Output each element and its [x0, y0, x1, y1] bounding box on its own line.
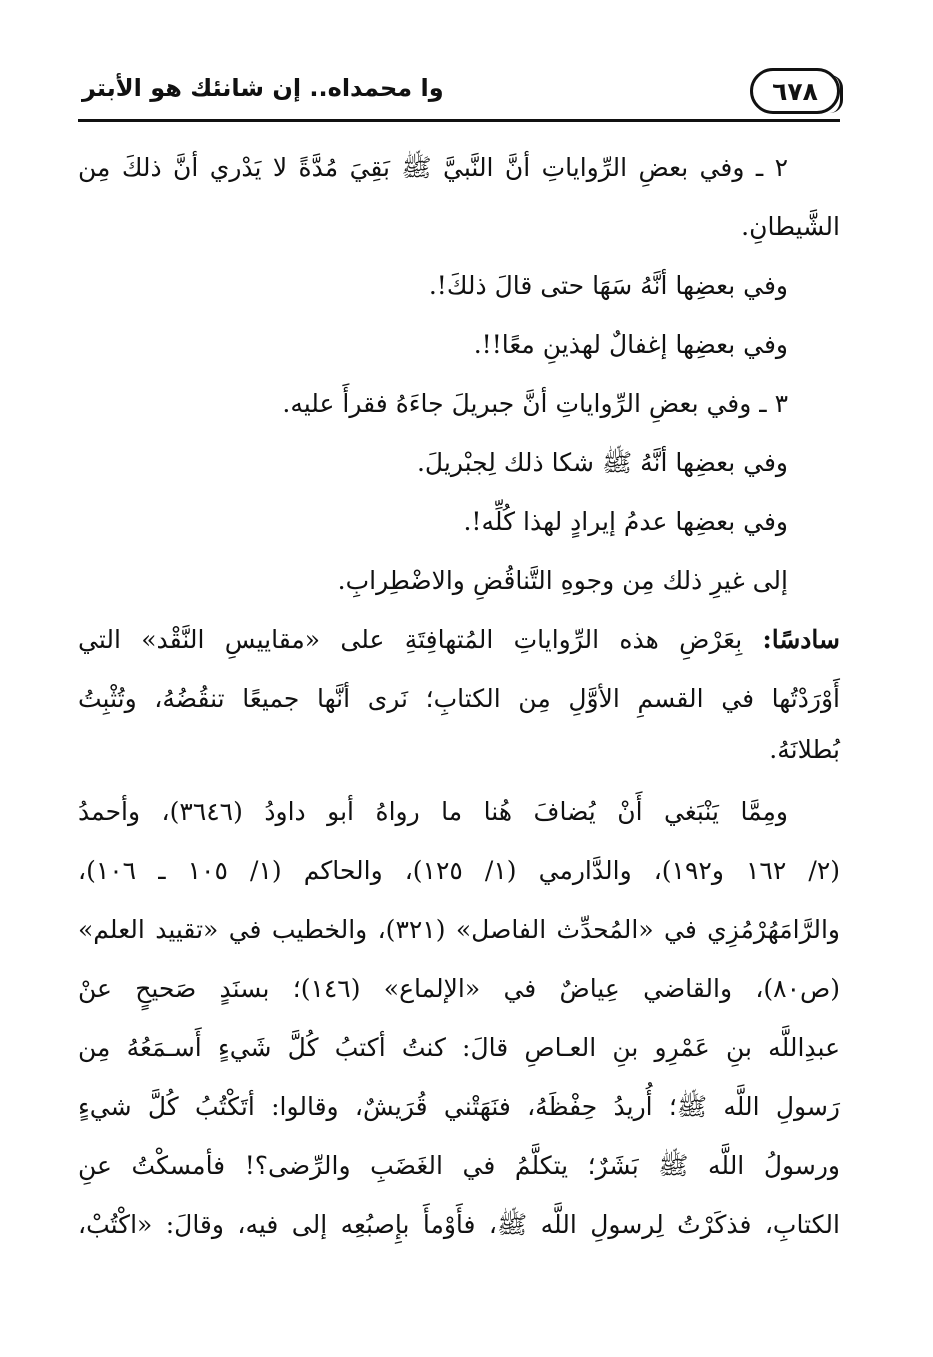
text-line: ورسولُ اللَّه ﷺ بَشَرٌ؛ يتكلَّمُ في الغَضَبِ والرِّضى؟! فأمسكْتُ عنِ: [78, 1151, 840, 1180]
page-number-badge: [750, 68, 840, 114]
page-number: ٦٧٨: [772, 76, 818, 106]
text-line: بُطلانَهُ.: [769, 735, 840, 764]
text-line: وفي بعضِها أنَّهُ سَهَا حتى قالَ ذلكَ!.: [428, 271, 788, 300]
text-line: (ص٨٠)، والقاضي عِياضٌ في «الإلماع» (١٤٦)؛ بسنَدٍ صَحيحٍ عنْ: [78, 974, 840, 1003]
text-line: الشَّيطانِ.: [741, 212, 840, 241]
text-line: الكتابِ، فذكَرْتُ لِرسولِ اللَّه ﷺ، فأَوْمأَ بإِصبُعِه إلى فيه، وقالَ: «اكْتُبْ،: [78, 1210, 840, 1239]
page-body: [78, 138, 840, 1254]
text-span: بِعَرْضِ هذه الرِّواياتِ المُتهافِتَةِ على «مقاييسِ النَّقْد» التي: [78, 625, 743, 654]
text-line: عبدِاللَّه بنِ عَمْرِو بنِ العـاصِ قالَ: كنتُ أكتبُ كُلَّ شَيءٍ أَسـمَعُهُ مِن: [78, 1033, 840, 1062]
text-line: أَوْرَدْتُها في القسمِ الأوَّلِ مِن الكتابِ؛ نَرى أنَّها جميعًا تنقُضُهُ، وتُثْبِتُ: [78, 684, 840, 713]
text-line: وفي بعضِها أنَّهُ ﷺ شكا ذلك لِجبْريلَ.: [416, 448, 788, 477]
text-line: وفي بعضِها إغفالٌ لهذينِ معًا!!.: [473, 330, 788, 359]
paragraph-gap: [78, 772, 840, 782]
text-line: ٢ ـ وفي بعضِ الرِّواياتِ أنَّ النَّبيَّ ﷺ بَقِيَ مُدَّةً لا يَدْري أنَّ ذلكَ مِن: [78, 153, 788, 182]
running-title: وا محمداه.. إن شانئك هو الأبتر: [82, 74, 444, 102]
page-header: [78, 60, 840, 122]
text-line: والرَّامَهُرْمُزِي في «المُحدِّث الفاصل» (٣٢١)، والخطيب في «تقييد العلم»: [78, 915, 841, 944]
text-line: (٢/ ١٦٢ و١٩٢)، والدَّارمي (١/ ١٢٥)، والحاكم (١/ ١٠٥ ـ ١٠٦)،: [78, 856, 841, 885]
text-line: إلى غيرِ ذلك مِن وجوهِ التَّناقُضِ والاضْطِرابِ.: [337, 566, 788, 595]
section-lead: سادسًا:: [762, 625, 840, 654]
text-line: وفي بعضِها عدمُ إيرادٍ لهذا كُلِّه!.: [463, 507, 788, 536]
header-rule: [78, 119, 840, 122]
text-line: ومِمَّا يَنْبَغي أَنْ يُضافَ هُنا ما رواهُ أبو داودُ (٣٦٤٦)، وأحمدُ: [78, 797, 789, 826]
text-line: ٣ ـ وفي بعضِ الرِّواياتِ أنَّ جبريلَ جاءَهُ فقرأَ عليه.: [282, 389, 788, 418]
text-line: رَسولِ اللَّه ﷺ؛ أُريدُ حِفْظَهُ، فنَهَتْني قُرَيشٌ، وقالوا: أتَكْتُبُ كُلَّ شيءٍ: [78, 1092, 840, 1121]
text-line: [78, 610, 840, 669]
